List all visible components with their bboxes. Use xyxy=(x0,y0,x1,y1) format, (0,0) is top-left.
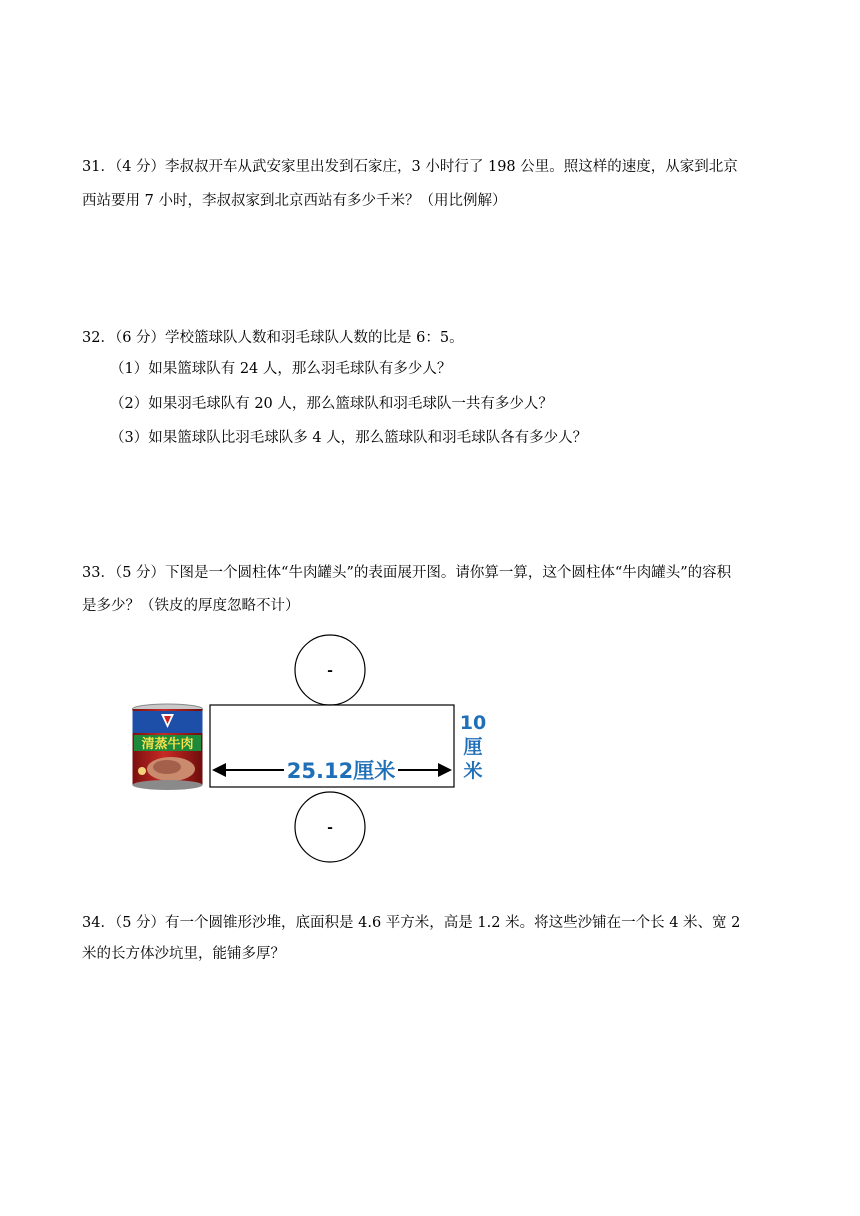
height-label-unit-2: 米 xyxy=(463,760,483,782)
question-34-line-1: 34．（5 分）有一个圆锥形沙堆，底面积是 4.6 平方米，高是 1.2 米。将这些沙铺在一个长 4 米、宽 2 xyxy=(82,915,741,931)
can-label-text: 清蒸牛肉 xyxy=(141,737,194,752)
beef-can-picture xyxy=(131,703,204,791)
question-32-part-2: （2）如果羽毛球队有 20 人，那么篮球队和羽毛球队一共有多少人？ xyxy=(110,396,553,412)
question-31-line-2: 西站要用 7 小时，李叔叔家到北京西站有多少千米？（用比例解） xyxy=(82,193,507,209)
bottom-circle-center-mark: - xyxy=(327,820,333,836)
top-circle-center-mark: - xyxy=(327,663,333,679)
left-arrowhead xyxy=(212,763,226,777)
question-32-part-3: （3）如果篮球队比羽毛球队多 4 人，那么篮球队和羽毛球队各有多少人？ xyxy=(110,430,588,446)
question-33-line-2: 是多少？（铁皮的厚度忽略不计） xyxy=(82,598,300,614)
height-label-unit-1: 厘 xyxy=(463,736,483,758)
right-arrowhead xyxy=(438,763,452,777)
height-label-number: 10 xyxy=(459,712,487,734)
question-33-line-1: 33．（5 分）下图是一个圆柱体“牛肉罐头”的表面展开图。请你算一算，这个圆柱体“牛肉罐头”的容积 xyxy=(82,565,732,581)
question-32-part-1: （1）如果篮球队有 24 人，那么羽毛球队有多少人？ xyxy=(110,361,452,377)
question-34-line-2: 米的长方体沙坑里，能铺多厚？ xyxy=(82,946,285,962)
question-32-stem: 32．（6 分）学校篮球队人数和羽毛球队人数的比是 6：5。 xyxy=(82,330,464,346)
question-31-line-1: 31．（4 分）李叔叔开车从武安家里出发到石家庄，3 小时行了 198 公里。照这样的速度，从家到北京 xyxy=(82,159,738,175)
width-dimension-label: 25.12厘米 xyxy=(284,756,398,786)
beef-can-image xyxy=(131,703,204,791)
